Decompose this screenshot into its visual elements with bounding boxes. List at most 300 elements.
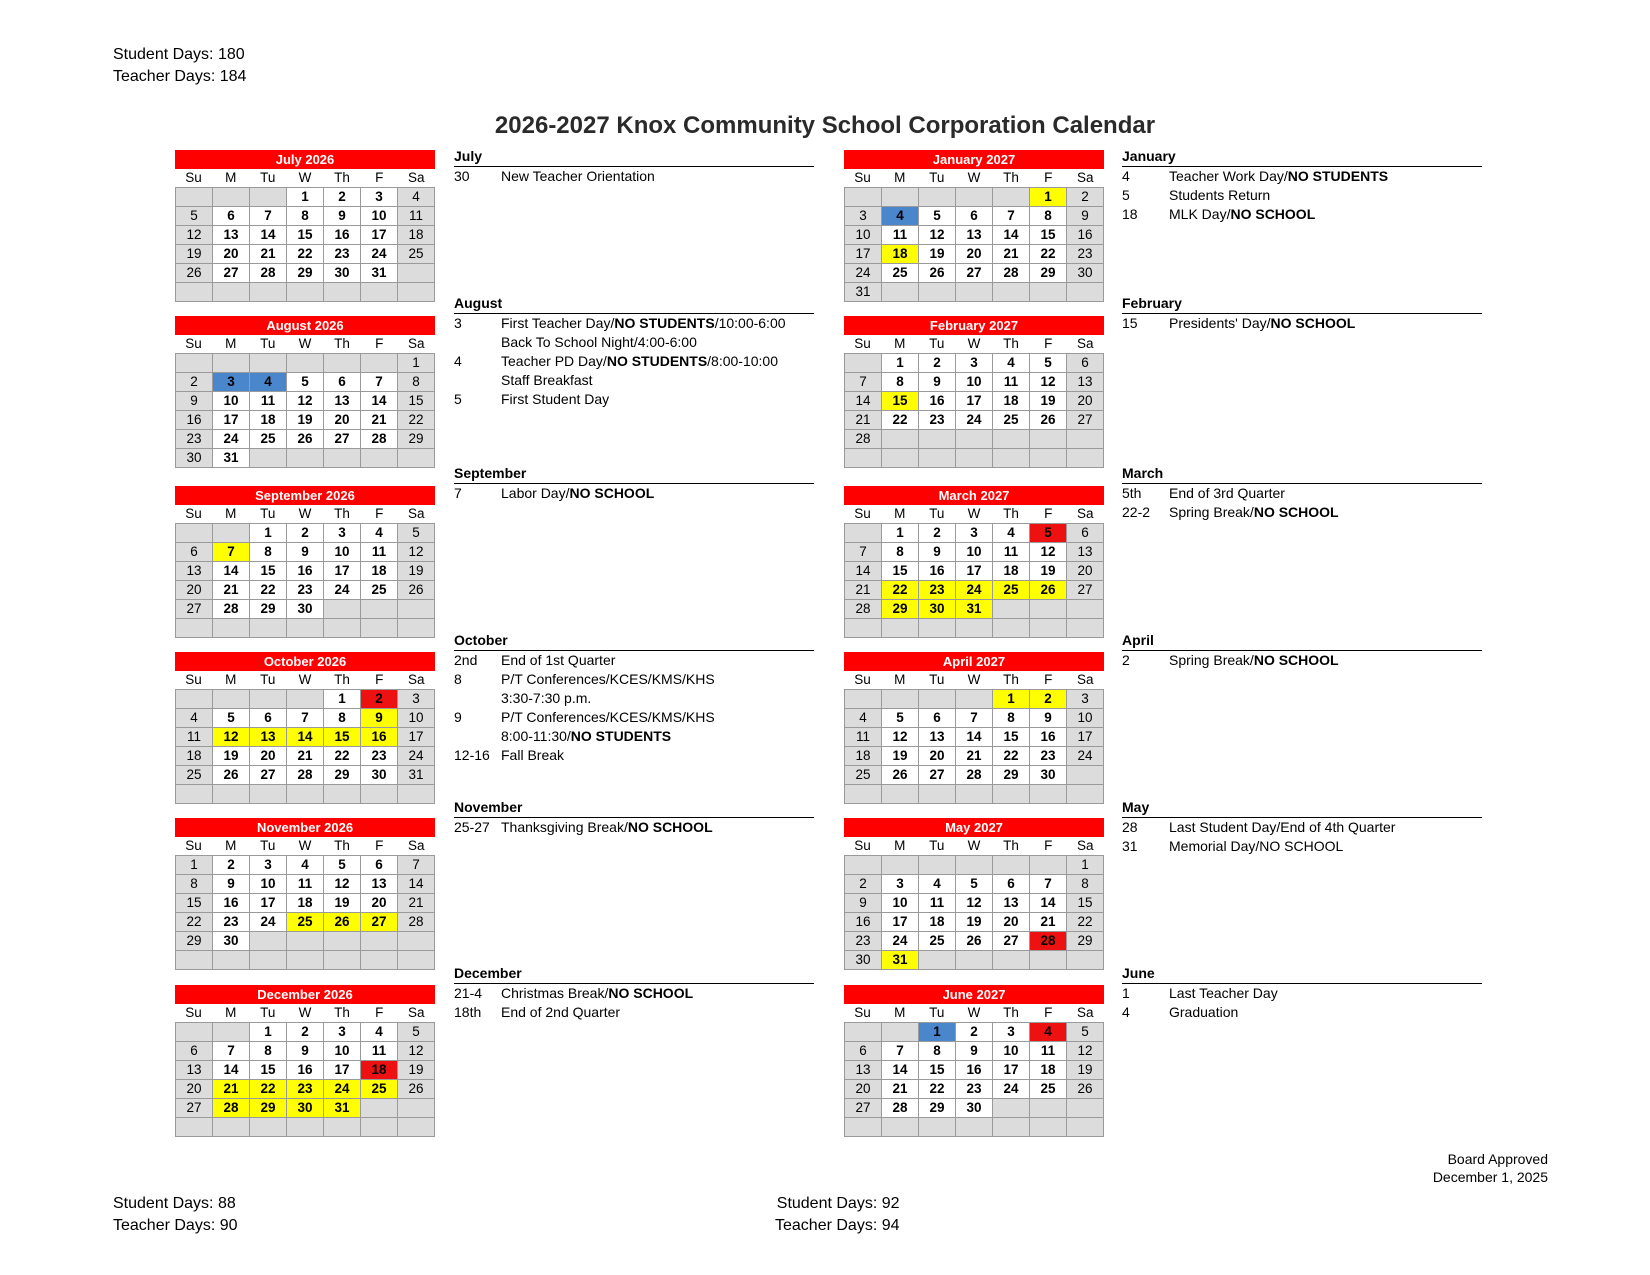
day-cell: 31 — [882, 951, 919, 970]
day-cell — [845, 856, 882, 875]
day-cell: 26 — [919, 264, 956, 283]
day-cell: 19 — [1030, 562, 1067, 581]
day-cell: 21 — [213, 581, 250, 600]
day-cell: 28 — [993, 264, 1030, 283]
weekday-label: Th — [993, 671, 1030, 689]
month-days — [844, 353, 1104, 468]
day-cell: 19 — [919, 245, 956, 264]
day-cell — [398, 1099, 435, 1118]
semester2-teacher-days: Teacher Days: 94 — [775, 1217, 900, 1234]
day-cell — [1030, 856, 1067, 875]
weekday-label: F — [1030, 1004, 1067, 1022]
page-title: 2026-2027 Knox Community School Corporation Calendar — [494, 112, 1156, 139]
day-cell: 4 — [361, 1023, 398, 1042]
day-cell: 2 — [919, 354, 956, 373]
day-cell: 19 — [1030, 392, 1067, 411]
semester2-totals — [775, 1193, 900, 1237]
day-cell — [287, 785, 324, 804]
day-cell: 8 — [1067, 875, 1104, 894]
weekday-label: M — [881, 335, 918, 353]
day-cell: 12 — [956, 894, 993, 913]
weekday-label: W — [286, 671, 323, 689]
weekday-label: F — [361, 169, 398, 187]
day-cell: 8 — [176, 875, 213, 894]
events-heading: April — [1122, 633, 1482, 651]
events-heading: August — [454, 296, 814, 314]
day-cell: 7 — [213, 1042, 250, 1061]
day-cell: 4 — [882, 207, 919, 226]
event-date: 9 — [454, 709, 462, 725]
week-row — [176, 188, 435, 207]
weekday-header — [175, 837, 435, 855]
week-row — [176, 619, 435, 638]
week-row — [845, 581, 1104, 600]
event-text: First Teacher Day/NO STUDENTS/10:00-6:00 — [501, 315, 786, 331]
day-cell — [324, 932, 361, 951]
month-calendar — [175, 652, 435, 804]
weekday-label: Tu — [249, 169, 286, 187]
event-date: 5th — [1122, 485, 1142, 501]
day-cell: 7 — [845, 543, 882, 562]
day-cell: 15 — [176, 894, 213, 913]
event-text: Staff Breakfast — [501, 372, 593, 388]
week-row — [176, 785, 435, 804]
day-cell: 29 — [250, 1099, 287, 1118]
day-cell: 27 — [324, 430, 361, 449]
day-cell: 26 — [1030, 581, 1067, 600]
day-cell — [324, 785, 361, 804]
day-cell: 1 — [882, 524, 919, 543]
event-item — [1122, 205, 1482, 224]
weekday-header — [175, 505, 435, 523]
month-events — [454, 800, 814, 837]
day-cell: 1 — [176, 856, 213, 875]
events-heading: February — [1122, 296, 1482, 314]
day-cell: 12 — [1067, 1042, 1104, 1061]
event-emphasis: NO SCHOOL — [1270, 315, 1356, 331]
day-cell — [956, 1118, 993, 1137]
day-cell: 17 — [956, 562, 993, 581]
day-cell: 29 — [993, 766, 1030, 785]
day-cell — [287, 449, 324, 468]
day-cell — [956, 951, 993, 970]
day-cell: 9 — [919, 373, 956, 392]
day-cell: 17 — [324, 562, 361, 581]
day-cell — [1067, 766, 1104, 785]
week-row — [176, 1023, 435, 1042]
weekday-header — [844, 1004, 1104, 1022]
event-text: P/T Conferences/KCES/KMS/KHS — [501, 709, 715, 725]
day-cell: 1 — [882, 354, 919, 373]
day-cell — [176, 690, 213, 709]
weekday-header — [844, 335, 1104, 353]
day-cell: 17 — [882, 913, 919, 932]
day-cell: 6 — [845, 1042, 882, 1061]
day-cell: 15 — [1067, 894, 1104, 913]
day-cell — [250, 188, 287, 207]
event-date: 12-16 — [454, 747, 490, 763]
day-cell: 28 — [287, 766, 324, 785]
day-cell: 8 — [287, 207, 324, 226]
month-calendar — [844, 818, 1104, 970]
weekday-label: F — [361, 1004, 398, 1022]
day-cell: 5 — [1030, 354, 1067, 373]
day-cell — [956, 690, 993, 709]
week-row — [176, 932, 435, 951]
weekday-header — [844, 671, 1104, 689]
weekday-label: W — [955, 837, 992, 855]
weekday-label: Su — [175, 505, 212, 523]
day-cell: 13 — [250, 728, 287, 747]
day-cell: 12 — [882, 728, 919, 747]
weekday-label: W — [286, 1004, 323, 1022]
event-item — [1122, 484, 1482, 503]
day-cell: 7 — [398, 856, 435, 875]
week-row — [845, 709, 1104, 728]
week-row — [176, 245, 435, 264]
weekday-label: Th — [993, 169, 1030, 187]
day-cell: 8 — [882, 373, 919, 392]
event-item — [454, 708, 814, 727]
day-cell: 10 — [324, 543, 361, 562]
day-cell — [993, 188, 1030, 207]
day-cell: 19 — [398, 1061, 435, 1080]
day-cell: 30 — [176, 449, 213, 468]
weekday-label: Th — [993, 505, 1030, 523]
day-cell — [919, 188, 956, 207]
day-cell: 3 — [213, 373, 250, 392]
day-cell: 30 — [361, 766, 398, 785]
weekday-label: Sa — [398, 335, 435, 353]
day-cell: 27 — [250, 766, 287, 785]
week-row — [176, 690, 435, 709]
day-cell: 11 — [361, 1042, 398, 1061]
event-text: Teacher Work Day/NO STUDENTS — [1169, 168, 1389, 184]
event-item — [454, 167, 814, 186]
day-cell — [176, 188, 213, 207]
week-row — [845, 728, 1104, 747]
event-text: First Student Day — [501, 391, 610, 407]
month-calendar — [175, 150, 435, 302]
day-cell — [993, 619, 1030, 638]
day-cell: 2 — [1030, 690, 1067, 709]
day-cell: 20 — [324, 411, 361, 430]
day-cell: 10 — [882, 894, 919, 913]
day-cell: 18 — [361, 1061, 398, 1080]
event-item — [454, 984, 814, 1003]
day-cell: 8 — [324, 709, 361, 728]
month-calendar — [844, 985, 1104, 1137]
day-cell — [1030, 785, 1067, 804]
event-date: 22-2 — [1122, 504, 1151, 520]
events-heading: June — [1122, 966, 1482, 984]
weekday-label: W — [286, 169, 323, 187]
day-cell: 5 — [176, 207, 213, 226]
day-cell — [956, 785, 993, 804]
day-cell — [993, 449, 1030, 468]
day-cell: 12 — [1030, 543, 1067, 562]
month-calendar — [175, 985, 435, 1137]
week-row — [845, 913, 1104, 932]
week-row — [176, 524, 435, 543]
weekday-label: F — [361, 837, 398, 855]
day-cell: 20 — [250, 747, 287, 766]
day-cell: 14 — [956, 728, 993, 747]
day-cell: 22 — [250, 581, 287, 600]
month-days — [175, 689, 435, 804]
week-row — [176, 543, 435, 562]
month-title: June 2027 — [844, 985, 1104, 1004]
event-date: 30 — [454, 168, 470, 184]
week-row — [845, 1099, 1104, 1118]
day-cell: 31 — [213, 449, 250, 468]
event-item — [1122, 818, 1482, 837]
month-days — [844, 187, 1104, 302]
week-row — [845, 766, 1104, 785]
day-cell — [882, 619, 919, 638]
day-cell: 9 — [956, 1042, 993, 1061]
week-row — [845, 188, 1104, 207]
month-days — [175, 523, 435, 638]
day-cell: 18 — [993, 562, 1030, 581]
day-cell: 8 — [919, 1042, 956, 1061]
week-row — [176, 856, 435, 875]
day-cell — [250, 619, 287, 638]
day-cell — [993, 430, 1030, 449]
day-cell: 13 — [361, 875, 398, 894]
day-cell: 8 — [250, 1042, 287, 1061]
event-text: Thanksgiving Break/NO SCHOOL — [501, 819, 713, 835]
day-cell — [993, 856, 1030, 875]
month-calendar — [175, 316, 435, 468]
day-cell: 16 — [919, 392, 956, 411]
weekday-label: F — [361, 671, 398, 689]
day-cell — [919, 1118, 956, 1137]
day-cell: 30 — [287, 1099, 324, 1118]
day-cell: 11 — [287, 875, 324, 894]
event-text: Back To School Night/4:00-6:00 — [501, 334, 697, 350]
day-cell — [176, 619, 213, 638]
day-cell: 3 — [324, 524, 361, 543]
week-row — [845, 354, 1104, 373]
month-title: August 2026 — [175, 316, 435, 335]
day-cell: 14 — [845, 562, 882, 581]
day-cell: 5 — [398, 1023, 435, 1042]
event-item — [1122, 651, 1482, 670]
day-cell: 9 — [1067, 207, 1104, 226]
day-cell: 4 — [993, 524, 1030, 543]
day-cell: 8 — [250, 543, 287, 562]
day-cell — [324, 354, 361, 373]
day-cell — [324, 600, 361, 619]
month-days — [175, 855, 435, 970]
day-cell — [213, 690, 250, 709]
day-cell: 24 — [361, 245, 398, 264]
day-cell: 27 — [1067, 411, 1104, 430]
weekday-label: W — [955, 335, 992, 353]
day-cell: 13 — [956, 226, 993, 245]
event-date: 4 — [454, 353, 462, 369]
day-cell — [176, 785, 213, 804]
semester1-teacher-days: Teacher Days: 90 — [113, 1217, 238, 1234]
weekday-label: W — [955, 169, 992, 187]
day-cell — [250, 354, 287, 373]
day-cell — [398, 785, 435, 804]
day-cell: 2 — [845, 875, 882, 894]
day-cell: 7 — [213, 543, 250, 562]
month-title: February 2027 — [844, 316, 1104, 335]
day-cell: 10 — [398, 709, 435, 728]
day-cell: 16 — [287, 562, 324, 581]
event-emphasis: NO SCHOOL — [627, 819, 713, 835]
month-calendar — [844, 150, 1104, 302]
day-cell: 9 — [287, 543, 324, 562]
month-title: March 2027 — [844, 486, 1104, 505]
day-cell: 7 — [845, 373, 882, 392]
day-cell: 31 — [324, 1099, 361, 1118]
day-cell — [845, 690, 882, 709]
day-cell: 17 — [1067, 728, 1104, 747]
day-cell: 16 — [956, 1061, 993, 1080]
weekday-header — [844, 169, 1104, 187]
day-cell: 24 — [1067, 747, 1104, 766]
day-cell: 17 — [398, 728, 435, 747]
day-cell — [324, 619, 361, 638]
day-cell — [845, 188, 882, 207]
day-cell: 18 — [845, 747, 882, 766]
event-text: Presidents' Day/NO SCHOOL — [1169, 315, 1356, 331]
weekday-label: W — [286, 335, 323, 353]
event-item — [454, 314, 814, 333]
day-cell: 22 — [993, 747, 1030, 766]
event-text: Last Student Day/End of 4th Quarter — [1169, 819, 1396, 835]
day-cell: 13 — [176, 1061, 213, 1080]
day-cell: 15 — [398, 392, 435, 411]
day-cell: 30 — [1030, 766, 1067, 785]
day-cell: 11 — [176, 728, 213, 747]
day-cell — [250, 449, 287, 468]
day-cell: 29 — [919, 1099, 956, 1118]
day-cell — [845, 1023, 882, 1042]
day-cell: 18 — [287, 894, 324, 913]
day-cell: 30 — [919, 600, 956, 619]
week-row — [845, 785, 1104, 804]
day-cell — [361, 1099, 398, 1118]
weekday-label: M — [212, 671, 249, 689]
event-date — [454, 371, 501, 390]
day-cell — [993, 283, 1030, 302]
week-row — [845, 1042, 1104, 1061]
day-cell: 2 — [1067, 188, 1104, 207]
day-cell: 28 — [398, 913, 435, 932]
weekday-label: M — [881, 169, 918, 187]
event-emphasis: NO SCHOOL — [608, 985, 694, 1001]
day-cell: 25 — [993, 411, 1030, 430]
month-title: December 2026 — [175, 985, 435, 1004]
day-cell: 5 — [324, 856, 361, 875]
day-cell: 16 — [919, 562, 956, 581]
day-cell — [361, 785, 398, 804]
month-events — [1122, 149, 1482, 224]
week-row — [845, 226, 1104, 245]
day-cell: 13 — [845, 1061, 882, 1080]
month-days — [844, 523, 1104, 638]
weekday-label: Sa — [398, 1004, 435, 1022]
event-item — [1122, 1003, 1482, 1022]
day-cell: 5 — [1030, 524, 1067, 543]
events-heading: September — [454, 466, 814, 484]
event-text: Students Return — [1169, 187, 1271, 203]
day-cell — [1067, 951, 1104, 970]
day-cell — [1067, 283, 1104, 302]
day-cell: 2 — [213, 856, 250, 875]
day-cell — [213, 951, 250, 970]
day-cell — [919, 283, 956, 302]
day-cell — [882, 856, 919, 875]
event-date: 3 — [454, 315, 462, 331]
year-totals — [113, 44, 246, 88]
day-cell: 23 — [919, 411, 956, 430]
weekday-label: Su — [175, 837, 212, 855]
day-cell: 14 — [882, 1061, 919, 1080]
month-title: April 2027 — [844, 652, 1104, 671]
day-cell: 27 — [993, 932, 1030, 951]
day-cell: 7 — [993, 207, 1030, 226]
day-cell: 29 — [882, 600, 919, 619]
weekday-label: Th — [324, 335, 361, 353]
month-events — [1122, 296, 1482, 333]
semester2-student-days: Student Days: 92 — [776, 1195, 900, 1212]
event-date: 25-27 — [454, 819, 490, 835]
event-emphasis: NO STUDENTS — [606, 353, 708, 369]
day-cell: 16 — [287, 1061, 324, 1080]
event-date — [454, 333, 501, 352]
event-date: 2 — [1122, 652, 1130, 668]
day-cell: 19 — [287, 411, 324, 430]
day-cell — [287, 951, 324, 970]
weekday-label: Sa — [1067, 837, 1104, 855]
day-cell: 29 — [1030, 264, 1067, 283]
day-cell: 6 — [919, 709, 956, 728]
day-cell: 5 — [213, 709, 250, 728]
teacher-days-total: Teacher Days: 184 — [113, 68, 247, 85]
day-cell: 2 — [324, 188, 361, 207]
day-cell: 14 — [361, 392, 398, 411]
day-cell: 28 — [213, 600, 250, 619]
day-cell: 24 — [956, 411, 993, 430]
day-cell: 13 — [993, 894, 1030, 913]
week-row — [176, 1118, 435, 1137]
event-text: End of 3rd Quarter — [1169, 485, 1285, 501]
day-cell: 26 — [1030, 411, 1067, 430]
day-cell: 25 — [176, 766, 213, 785]
event-text: Graduation — [1169, 1004, 1239, 1020]
day-cell: 5 — [956, 875, 993, 894]
weekday-label: M — [881, 671, 918, 689]
day-cell — [250, 951, 287, 970]
weekday-label: Tu — [249, 505, 286, 523]
day-cell: 14 — [398, 875, 435, 894]
day-cell: 1 — [324, 690, 361, 709]
weekday-label: Su — [844, 169, 881, 187]
day-cell — [956, 619, 993, 638]
weekday-label: Th — [324, 169, 361, 187]
weekday-label: Su — [844, 1004, 881, 1022]
day-cell — [324, 951, 361, 970]
week-row — [845, 245, 1104, 264]
day-cell — [993, 785, 1030, 804]
day-cell — [956, 283, 993, 302]
